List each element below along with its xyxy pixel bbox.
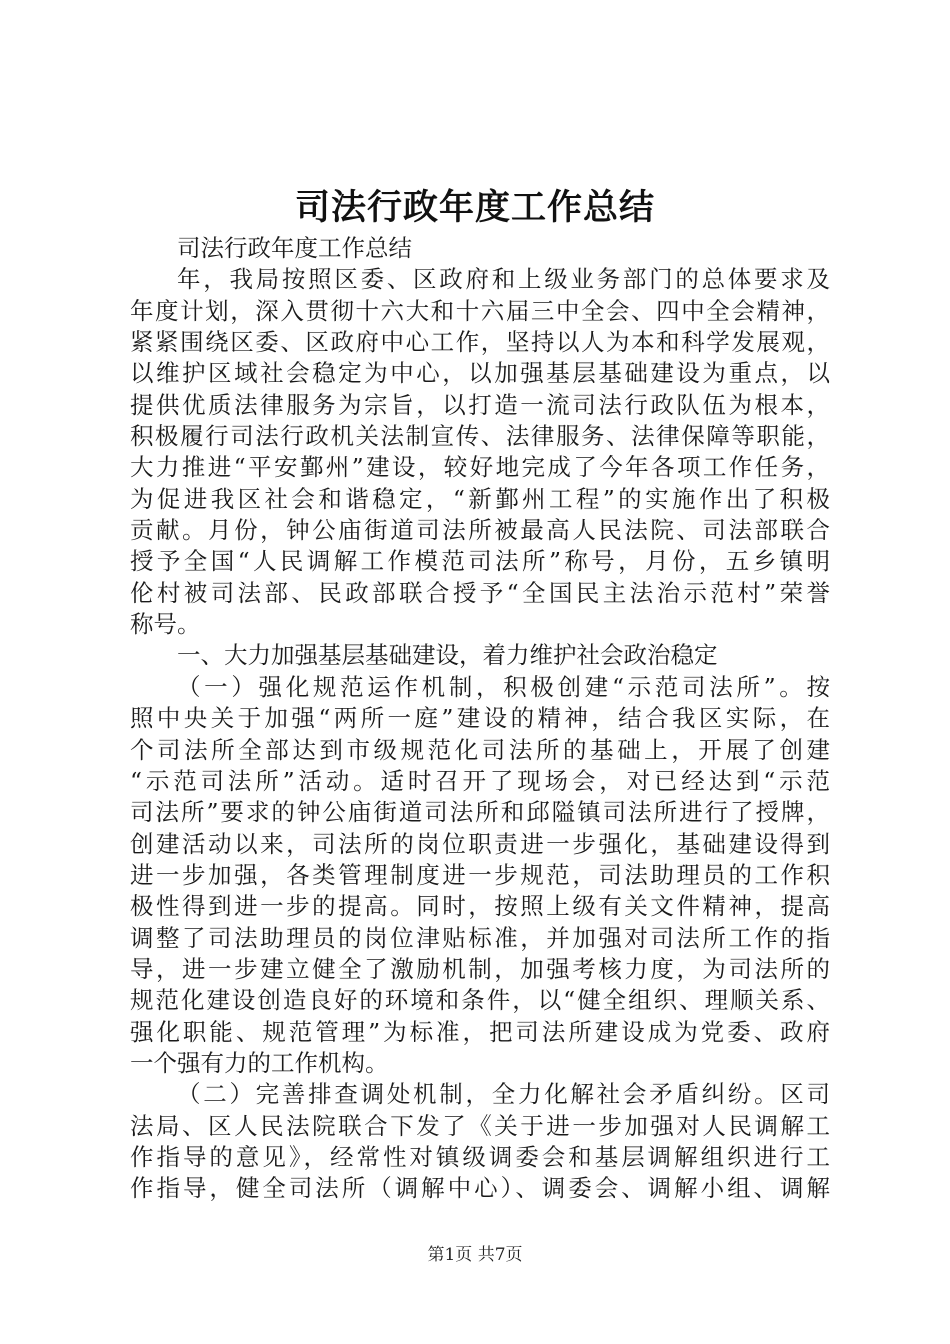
text-line: 年，我局按照区委、区政府和上级业务部门的总体要求及 xyxy=(177,265,830,294)
text-line: 以维护区域社会稳定为中心，以加强基层基础建设为重点，以 xyxy=(130,359,830,388)
text-line: 积极履行司法行政机关法制宣传、法律服务、法律保障等职能， xyxy=(130,422,830,451)
text-line: 进一步加强，各类管理制度进一步规范，司法助理员的工作积 xyxy=(130,860,830,889)
text-line: 个司法所全部达到市级规范化司法所的基础上，开展了创建 xyxy=(130,735,830,764)
text-line: “示范司法所”活动。适时召开了现场会，对已经达到“示范 xyxy=(130,766,830,795)
text-line: 导，进一步建立健全了激励机制，加强考核力度，为司法所的 xyxy=(130,954,830,983)
text-line: 年度计划，深入贯彻十六大和十六届三中全会、四中全会精神， xyxy=(130,296,830,325)
text-line: 法局、区人民法院联合下发了《关于进一步加强对人民调解工 xyxy=(130,1111,830,1140)
text-line: （一）强化规范运作机制，积极创建“示范司法所”。按 xyxy=(177,672,830,701)
text-line: 伦村被司法部、民政部联合授予“全国民主法治示范村”荣誉 xyxy=(130,578,830,607)
text-line: 一、大力加强基层基础建设，着力维护社会政治稳定 xyxy=(177,641,718,670)
text-line: 称号。 xyxy=(130,610,201,639)
text-line: 照中央关于加强“两所一庭”建设的精神，结合我区实际，在 xyxy=(130,704,830,733)
text-line: 授予全国“人民调解工作模范司法所”称号，月份，五乡镇明 xyxy=(130,547,830,576)
text-line: 大力推进“平安鄞州”建设，较好地完成了今年各项工作任务， xyxy=(130,453,830,482)
text-line: （二）完善排查调处机制，全力化解社会矛盾纠纷。区司 xyxy=(177,1080,830,1109)
text-line: 强化职能、规范管理”为标准，把司法所建设成为党委、政府 xyxy=(130,1017,830,1046)
text-line: 规范化建设创造良好的环境和条件，以“健全组织、理顺关系、 xyxy=(130,986,830,1015)
text-line: 紧紧围绕区委、区政府中心工作，坚持以人为本和科学发展观， xyxy=(130,328,830,357)
text-line: 司法行政年度工作总结 xyxy=(177,234,412,262)
text-line: 一个强有力的工作机构。 xyxy=(130,1048,389,1077)
text-line: 极性得到进一步的提高。同时，按照上级有关文件精神，提高 xyxy=(130,892,830,921)
text-line: 提供优质法律服务为宗旨，以打造一流司法行政队伍为根本， xyxy=(130,390,830,419)
text-line: 创建活动以来，司法所的岗位职责进一步强化，基础建设得到 xyxy=(130,829,830,858)
page-footer: 第1页 共7页 xyxy=(427,1245,523,1265)
text-line: 司法所”要求的钟公庙街道司法所和邱隘镇司法所进行了授牌， xyxy=(130,798,830,827)
text-line: 调整了司法助理员的岗位津贴标准，并加强对司法所工作的指 xyxy=(130,923,830,952)
text-line: 为促进我区社会和谐稳定，“新鄞州工程”的实施作出了积极 xyxy=(130,484,830,513)
document-body xyxy=(130,233,830,1205)
text-line: 作指导的意见》，经常性对镇级调委会和基层调解组织进行工 xyxy=(130,1142,830,1171)
text-line: 贡献。月份，钟公庙街道司法所被最高人民法院、司法部联合 xyxy=(130,516,830,545)
document-title: 司法行政年度工作总结 xyxy=(294,188,655,228)
text-line: 作指导，健全司法所（调解中心）、调委会、调解小组、调解 xyxy=(130,1174,830,1203)
